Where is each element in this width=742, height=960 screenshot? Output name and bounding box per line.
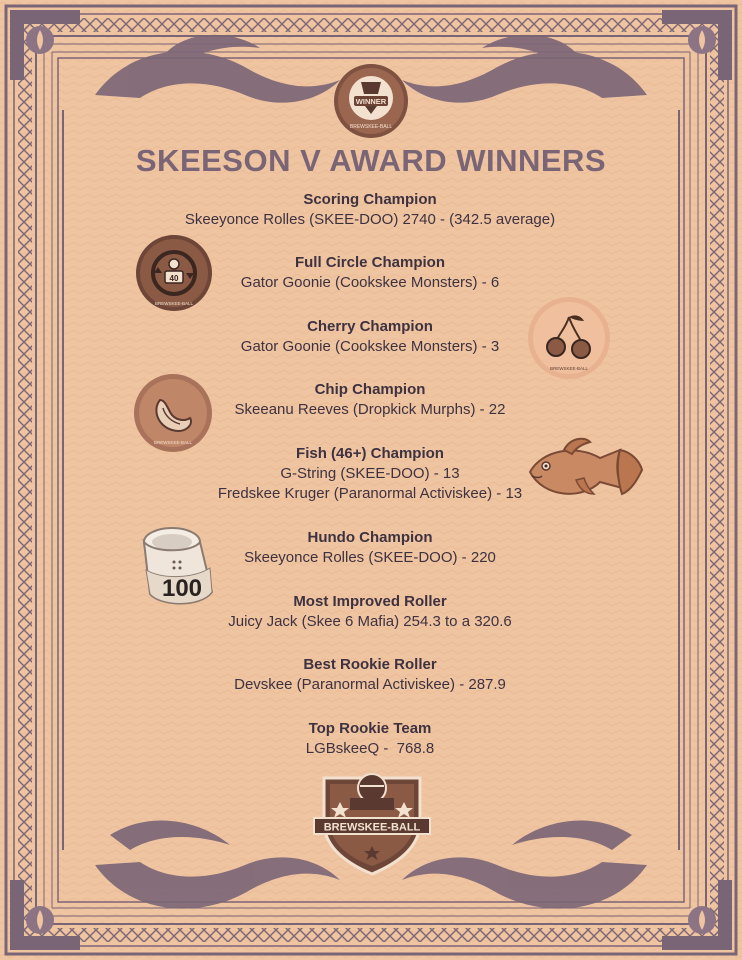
brewskee-ball-logo-icon [310,764,434,876]
award-winner: Fredskee Kruger (Paranormal Activiskee) - 13 [217,485,523,502]
award-heading: Chip Champion [314,381,426,398]
full-circle-badge-ring-text: BREWSKEE-BALL [154,301,194,306]
cherry-badge-ring-text: BREWSKEE-BALL [549,366,589,371]
winner-badge-text: WINNER [355,97,387,106]
award-heading: Scoring Champion [303,191,437,208]
award-winner: Devskee (Paranormal Activiskee) - 287.9 [234,676,506,693]
hundo-ring-icon [134,520,220,612]
brewskee-ball-logo-text: BREWSKEE-BALL [323,821,421,834]
hundo-ring-number: 100 [161,575,203,602]
award-heading: Most Improved Roller [293,593,447,610]
award-winner: Gator Goonie (Cookskee Monsters) - 3 [240,338,500,355]
award-winner: Gator Goonie (Cookskee Monsters) - 6 [240,274,500,291]
award-top-rookie-team [130,719,610,759]
award-winner: Skeeanu Reeves (Dropkick Murphs) - 22 [234,401,506,418]
fish-icon [524,432,646,516]
page-title: SKEESON V AWARD WINNERS [135,143,607,178]
award-winner: G-String (SKEE-DOO) - 13 [280,465,460,482]
cherry-badge-icon [526,295,612,381]
award-heading: Top Rookie Team [308,720,432,737]
award-heading: Cherry Champion [307,318,433,335]
award-winner: Skeeyonce Rolles (SKEE-DOO) 2740 - (342.5 average) [184,211,556,228]
award-winner: Juicy Jack (Skee 6 Mafia) 254.3 to a 320.6 [228,613,512,630]
full-circle-badge-number: 40 [169,274,179,283]
full-circle-badge-icon [134,233,214,313]
award-heading: Full Circle Champion [294,254,445,271]
winner-badge-icon [332,62,410,140]
award-scoring [130,190,610,230]
award-heading: Hundo Champion [307,529,433,546]
award-winner: LGBskeeQ - 768.8 [305,740,435,757]
award-winner: Skeeyonce Rolles (SKEE-DOO) - 220 [244,549,496,566]
award-heading: Best Rookie Roller [303,656,437,673]
chip-badge-ring-text: BREWSKEE-BALL [153,440,193,445]
award-best-rookie [130,655,610,695]
chip-badge-icon [132,372,214,454]
winner-badge-ring-text: BREWSKEE-BALL [349,124,393,130]
award-heading: Fish (46+) Champion [296,445,444,462]
